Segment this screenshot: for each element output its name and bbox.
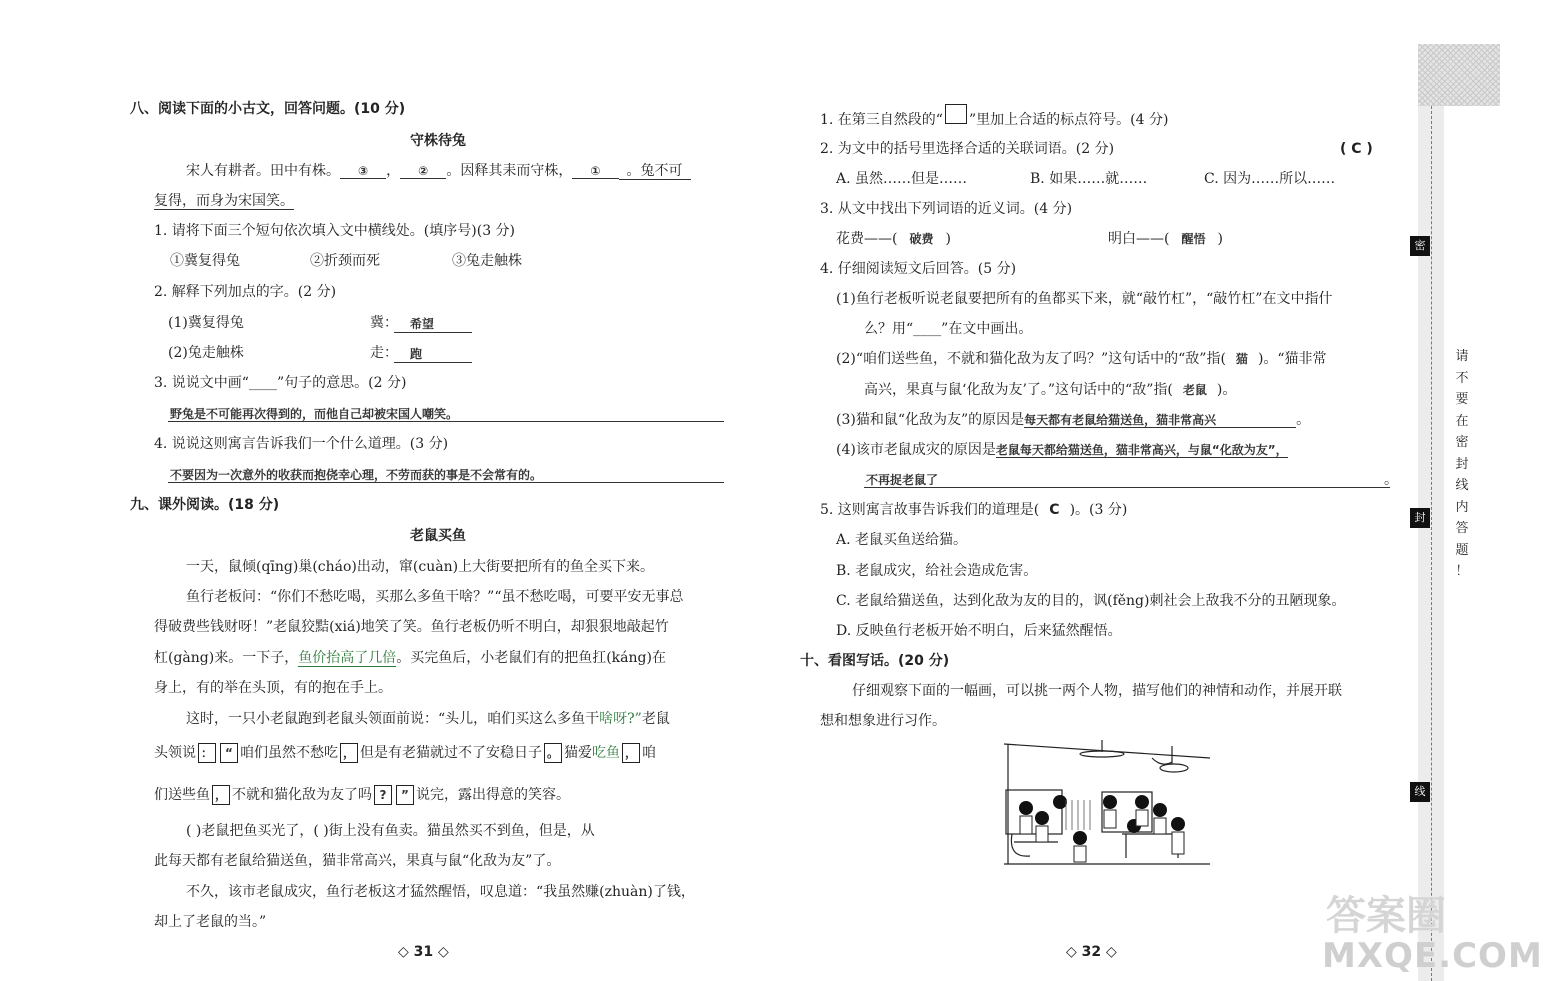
- story-para-3-line-2: 头领说 ： “ 咱们虽然不愁吃 ， 但是有老猫就过不了安稳日子 。 猫爱吃鱼 ， 咱: [154, 745, 656, 761]
- r5-option-d: D. 反映鱼行老板开始不明白，后来猛然醒悟。: [836, 623, 1122, 639]
- binding-strip-pattern: [1418, 44, 1500, 106]
- seal-feng: 封: [1410, 508, 1430, 528]
- seal-mi: 密: [1410, 236, 1430, 256]
- story-para-5-line-2: 却上了老鼠的当。”: [154, 914, 267, 930]
- punct-box-3: ，: [340, 743, 358, 763]
- r2-option-c: C. 因为……所以……: [1204, 171, 1336, 187]
- r-question-3: 3. 从文中找出下列词语的近义词。(4 分): [820, 201, 1073, 217]
- section-8-heading: 八、阅读下面的小古文，回答问题。(10 分): [130, 101, 406, 117]
- r5-option-c: C. 老鼠给猫送鱼，达到化敌为友的目的，讽(fěng)刺社会上敌我不分的丑陋现象。: [836, 593, 1346, 609]
- r-question-2-answer: ( C ): [1340, 141, 1373, 157]
- r4-3-line: (3)猫和鼠“化敌为友”的原因是每天都有老鼠给猫送鱼，猫非常高兴 。: [836, 412, 1311, 428]
- r2-option-b: B. 如果……就……: [1030, 171, 1148, 187]
- punct-box-8: ”: [396, 785, 414, 805]
- q1-option-3: ③兔走触株: [452, 253, 522, 269]
- classroom-illustration: [1002, 738, 1212, 872]
- q1-option-2: ②折颈而死: [310, 253, 380, 269]
- punct-box-5: ，: [622, 743, 640, 763]
- r5-option-b: B. 老鼠成灾，给社会造成危害。: [836, 563, 1038, 579]
- story-para-3-line-3: 们送些鱼 ， 不就和猫化敌为友了吗 ? ” 说完，露出得意的笑容。: [154, 787, 570, 803]
- r4-2-line-2: 高兴，果真与鼠‘化敌为友’了。”这句话中的“敌”指( 老鼠 )。: [864, 382, 1237, 398]
- empty-punct-box: [945, 104, 967, 124]
- blank-3: ①: [572, 164, 618, 179]
- punct-box-7: ?: [374, 785, 392, 805]
- seal-xian: 线: [1410, 782, 1430, 802]
- story-para-2-line-4: 身上，有的举在头顶，有的抱在手上。: [154, 680, 392, 696]
- classical-text-line-2: 复得，而身为宋国笑。: [154, 193, 294, 209]
- question-1: 1. 请将下面三个短句依次填入文中横线处。(填序号)(3 分): [154, 223, 516, 239]
- binding-dashed-line: [1431, 106, 1432, 981]
- r-question-4: 4. 仔细阅读短文后回答。(5 分): [820, 261, 1017, 277]
- story-para-2-line-1: 鱼行老板问：“你们不愁吃喝，买那么多鱼干啥？”“虽不愁吃喝，可要平安无事总: [186, 589, 684, 605]
- q4-answer: 不要因为一次意外的收获而抱侥幸心理，不劳而获的事是不会常有的。: [170, 468, 543, 482]
- story-para-5-line-1: 不久，该市老鼠成灾，鱼行老板这才猛然醒悟，叹息道：“我虽然赚(zhuàn)了钱，: [186, 884, 695, 900]
- watermark-url: MXQE.COM: [1322, 936, 1543, 976]
- vertical-notice: 请 不 要 在 密 封 线 内 答 题 ！: [1455, 349, 1469, 579]
- q3-answer: 野兔是不可能再次得到的，而他自己却被宋国人嘲笑。: [170, 407, 459, 421]
- r3-item-b: 明白——( 醒悟 ): [1108, 231, 1223, 247]
- punct-box-1: ：: [198, 743, 216, 763]
- watermark-logo: 答案圈: [1326, 893, 1446, 939]
- right-page: 1. 在第三自然段的“ ”里加上合适的标点符号。(4 分) 2. 为文中的括号里选择合适的关联词语。(2 分) ( C ) A. 虽然……但是…… B. 如果……就…… C. 因为……所以…… 3. 从文中找出下列词语的近义词。(4 分) 花费——( 破费 ) 明白——( 醒悟 ) 4. 仔细阅读短文后回答。(5 分) (1)鱼行老板听说老鼠要把所有的鱼都买下来，就“敲竹杠”，“敲竹杠”在文中指什 么？用“____”在文中画出。 (2)“咱们送些鱼，不就和猫化敌为友了吗？”这句话中的“敌”指( 猫 )。“猫非常 高兴，果真与鼠‘化敌为友’了。”这句话中的“敌”指( 老鼠 )。 (3)猫和鼠“化敌为友”的原因是每天都有老鼠给猫送鱼，猫非常高兴 。 (4)该市老鼠成灾的原因是老鼠每天都给猫送鱼，猫非常高兴，与鼠“化敌为友”， 不再捉老鼠了 。 5. 这则寓言故事告诉我们的道理是( C )。(3 分) A. 老鼠买鱼送给猫。 B. 老鼠成灾，给社会造成危害。 C. 老鼠给猫送鱼，达到化敌为友的目的，讽(fěng)刺社会上敌我不分的丑陋现象。 D. 反映鱼行老板开始不明白，后来猛然醒悟。 十、看图写话。(20 分) 仔细观察下面的一幅画，可以挑一两个人物，描写他们的神情和动作，并展开联 想和想象进行习作。 ◇ 32 ◇: [760, 0, 1420, 981]
- underlined-phrase: 鱼价抬高了几倍: [298, 650, 397, 666]
- r-question-5: 5. 这则寓言故事告诉我们的道理是( C )。(3 分): [820, 502, 1128, 518]
- r3-item-a: 花费——( 破费 ): [836, 231, 951, 247]
- r4-2-line-1: (2)“咱们送些鱼，不就和猫化敌为友了吗？”这句话中的“敌”指( 猫 )。“猫非常: [836, 351, 1327, 367]
- q2-a-answer: 希望: [410, 317, 435, 331]
- q2-b-answer-line: [394, 341, 472, 363]
- r4-4-answer-line-2: [864, 466, 1390, 488]
- q1-option-1: ①冀复得兔: [170, 253, 240, 269]
- q2-b-answer: 跑: [410, 347, 423, 361]
- page-number-left: ◇ 31 ◇: [398, 944, 449, 960]
- section-10-prompt-line-1: 仔细观察下面的一幅画，可以挑一两个人物，描写他们的神情和动作，并展开联: [852, 683, 1342, 699]
- punct-box-4: 。: [544, 743, 562, 763]
- q2-item-b-char: 走：: [370, 345, 398, 361]
- section-9-title: 老鼠买鱼: [410, 528, 466, 544]
- question-4: 4. 说说这则寓言告诉我们一个什么道理。(3 分): [154, 436, 449, 452]
- r5-option-a: A. 老鼠买鱼送给猫。: [836, 532, 968, 548]
- story-para-4-line-1: ( )老鼠把鱼买光了，( )街上没有鱼卖。猫虽然买不到鱼，但是，从: [186, 823, 595, 839]
- q2-item-a-char: 冀：: [370, 315, 398, 331]
- story-para-2-line-2: 得破费些钱财呀！”老鼠狡黠(xiá)地笑了笑。鱼行老板仍听不明白，却狠狠地敲起竹: [154, 619, 669, 635]
- story-para-2-line-3: 杠(gàng)来。一下子，鱼价抬高了几倍。买完鱼后，小老鼠们有的把鱼扛(káng)在: [154, 650, 666, 666]
- section-8-title: 守株待兔: [410, 133, 466, 149]
- question-3: 3. 说说文中画“____”句子的意思。(2 分): [154, 375, 407, 391]
- blank-2: ②: [400, 164, 446, 179]
- r-question-2: 2. 为文中的括号里选择合适的关联词语。(2 分): [820, 141, 1115, 157]
- story-para-4-line-2: 此每天都有老鼠给猫送鱼，猫非常高兴，果真与鼠“化敌为友”了。: [154, 853, 561, 869]
- r4-4-answer-2: 不再捉老鼠了: [866, 473, 939, 487]
- classical-text-line-1: 宋人有耕者。田中有株。 ③ ， ② 。因释其耒而守株， ① 。兔不可: [186, 161, 691, 181]
- story-para-3-line-1: 这时，一只小老鼠跑到老鼠头领面前说：“头儿，咱们买这么多鱼干啥呀?”老鼠: [186, 711, 670, 727]
- r-question-1: 1. 在第三自然段的“ ”里加上合适的标点符号。(4 分): [820, 104, 1168, 130]
- page-number-right: ◇ 32 ◇: [1066, 944, 1117, 960]
- question-2: 2. 解释下列加点的字。(2 分): [154, 284, 337, 300]
- r4-1-line-1: (1)鱼行老板听说老鼠要把所有的鱼都买下来，就“敲竹杠”，“敲竹杠”在文中指什: [836, 291, 1333, 307]
- q2-item-b: (2)兔走触株: [168, 345, 244, 361]
- section-9-heading: 九、课外阅读。(18 分): [130, 497, 280, 513]
- r2-option-a: A. 虽然……但是……: [836, 171, 968, 187]
- left-page: [0, 0, 760, 981]
- section-10-heading: 十、看图写话。(20 分): [800, 653, 950, 669]
- blank-1: ③: [340, 164, 386, 179]
- story-para-1: 一天，鼠倾(qīng)巢(cháo)出动，窜(cuàn)上大街要把所有的鱼全买下来。: [186, 559, 655, 575]
- punct-box-6: ，: [212, 785, 230, 805]
- q2-item-a: (1)冀复得兔: [168, 315, 244, 331]
- punct-box-2: “: [220, 743, 238, 763]
- r4-4-line-1: (4)该市老鼠成灾的原因是老鼠每天都给猫送鱼，猫非常高兴，与鼠“化敌为友”，: [836, 442, 1288, 458]
- r4-1-line-2: 么？用“____”在文中画出。: [864, 321, 1033, 337]
- section-10-prompt-line-2: 想和想象进行习作。: [820, 713, 946, 729]
